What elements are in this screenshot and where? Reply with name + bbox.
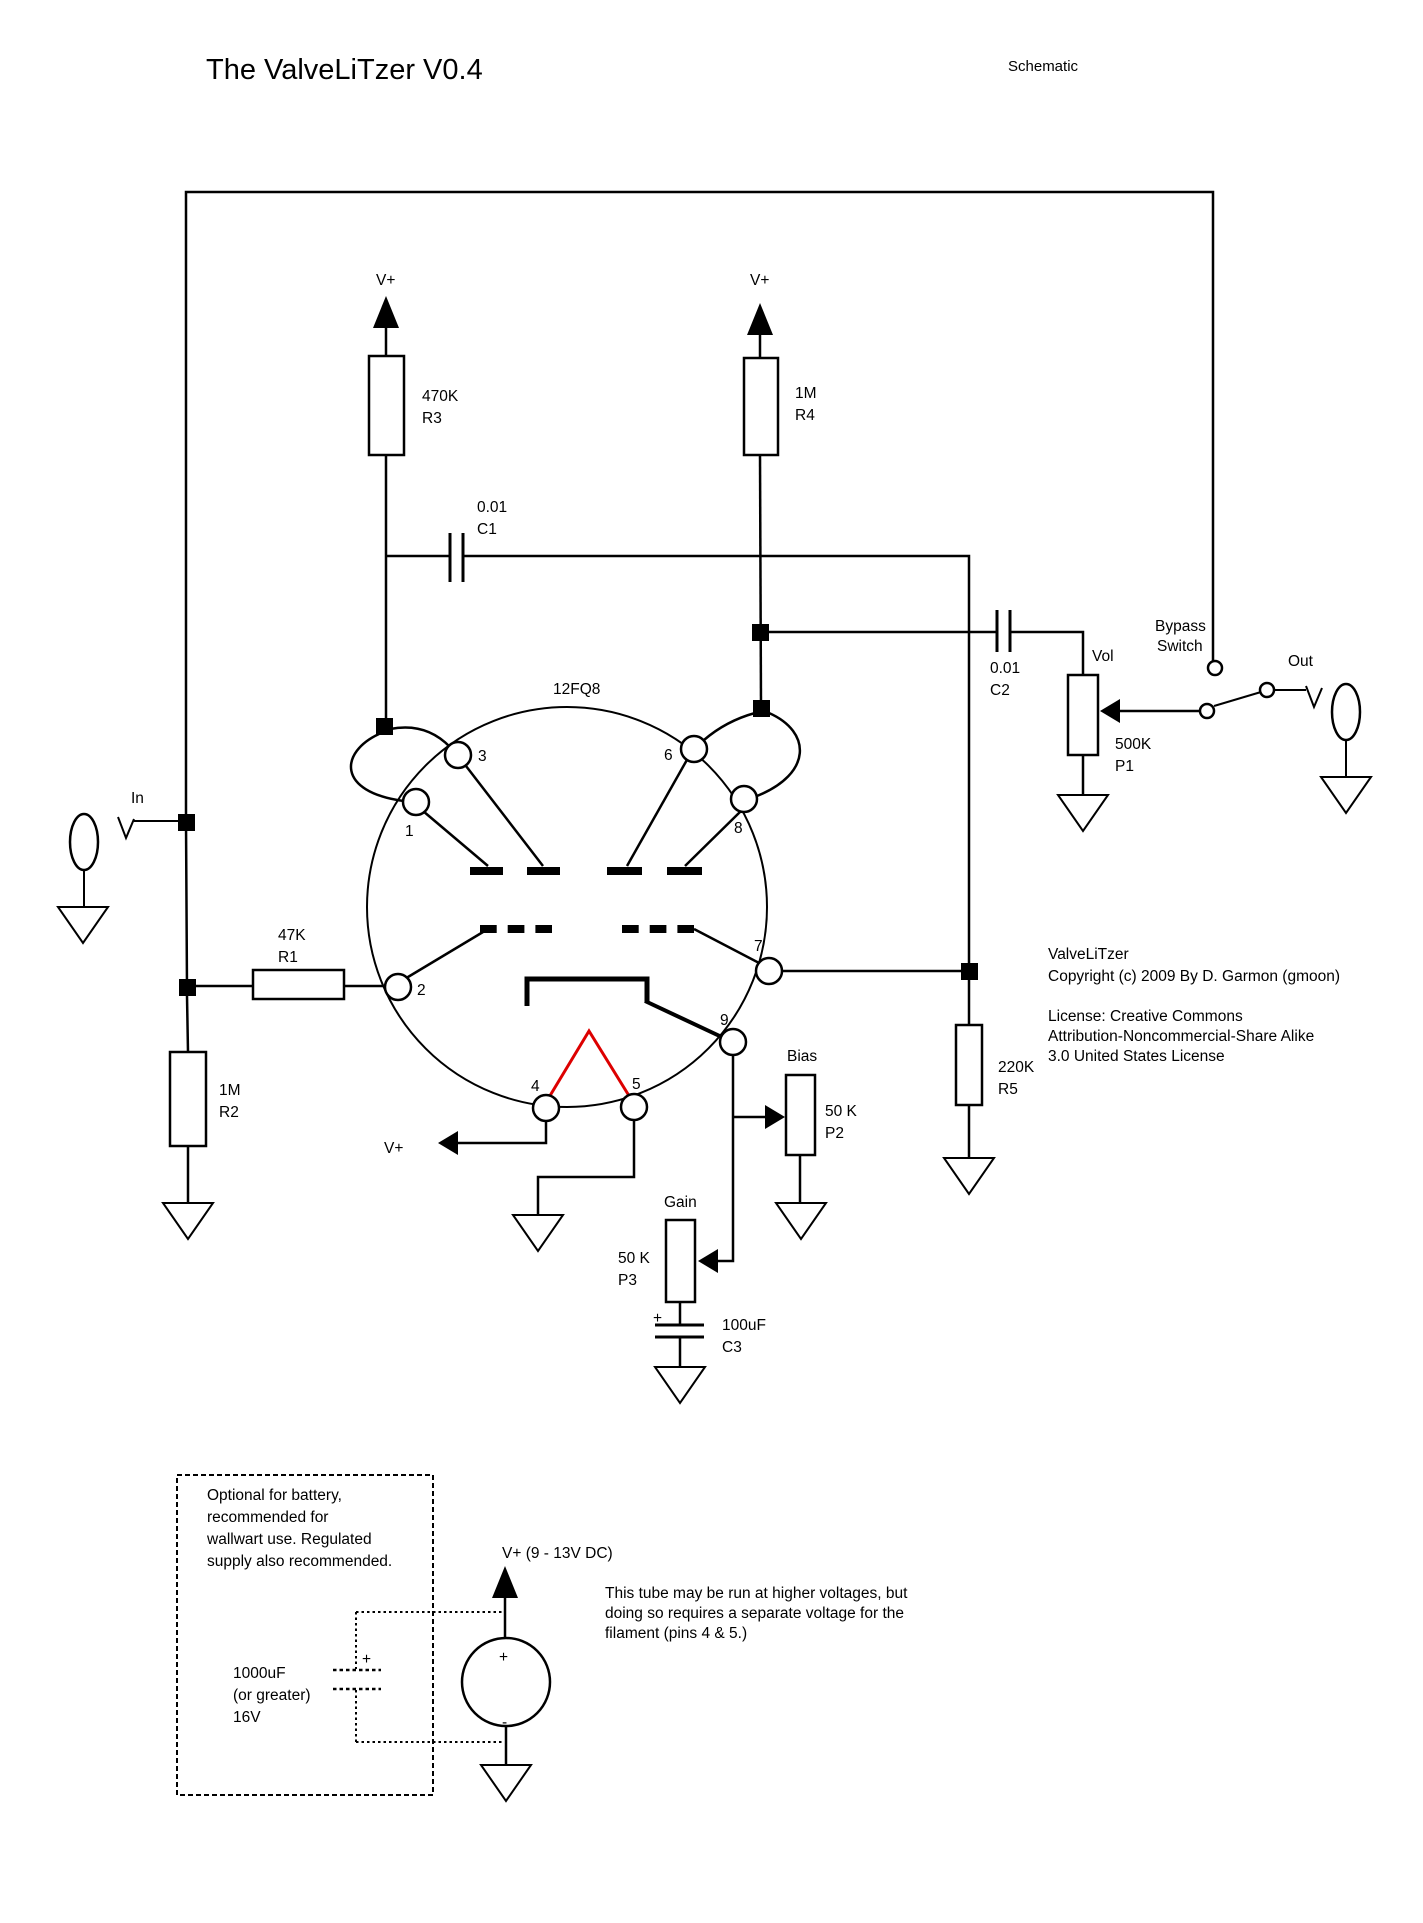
pot-p3	[666, 1220, 695, 1302]
resistor-r3-branch	[369, 272, 459, 726]
ground-symbol	[481, 1765, 531, 1801]
bypass-label-2: Switch	[1157, 638, 1203, 655]
r4-value: 1M	[795, 385, 817, 402]
tube-pin-3	[445, 742, 471, 768]
wire	[187, 996, 188, 1052]
wiper-arrow-icon	[1100, 699, 1120, 723]
cathode-network	[698, 1055, 785, 1273]
pin-label-6: 6	[664, 747, 673, 764]
resistor-r5-branch	[782, 963, 1035, 1194]
output-jack-icon	[1332, 684, 1360, 740]
page-title: The ValveLiTzer V0.4	[206, 54, 483, 86]
c2-value: 0.01	[990, 660, 1021, 677]
resistor-r3	[369, 356, 404, 455]
r1-value: 47K	[278, 927, 306, 944]
switch-lever	[1214, 692, 1261, 706]
r1-ref: R1	[278, 949, 298, 966]
note-line: This tube may be run at higher voltages, but	[605, 1585, 908, 1602]
plate-arc	[390, 727, 450, 747]
wire	[760, 455, 761, 708]
tube-envelope	[367, 707, 767, 1107]
switch-contact	[1260, 683, 1274, 697]
copyright-line: ValveLiTzer	[1048, 946, 1129, 963]
copyright-line: Attribution-Noncommercial-Share Alike	[1048, 1028, 1315, 1045]
p3-function-label: Gain	[664, 1194, 697, 1211]
pin-label-2: 2	[417, 982, 426, 999]
dc-source-minus: -	[502, 1714, 508, 1731]
p2-ref: P2	[825, 1125, 844, 1142]
pot-p1-volume	[1058, 648, 1200, 831]
c3-polarity: +	[653, 1310, 663, 1327]
tube-pin-5	[621, 1094, 647, 1120]
note-line: filament (pins 4 & 5.)	[605, 1625, 748, 1642]
heater-supply-branch	[384, 1121, 546, 1157]
junction-dot	[179, 979, 196, 996]
tube-pin-8	[731, 786, 757, 812]
vplus-label: V+	[750, 272, 770, 289]
battery-note-line: wallwart use. Regulated	[207, 1531, 372, 1548]
resistor-r1	[253, 970, 344, 999]
input-section	[58, 790, 195, 943]
heater-ground-branch	[513, 1120, 634, 1251]
dc-source-plus: +	[499, 1649, 509, 1666]
input-label: In	[131, 790, 144, 807]
input-jack-icon	[70, 814, 98, 870]
pin-label-3: 3	[478, 748, 487, 765]
resistor-r4-branch	[744, 272, 817, 708]
plate-arc	[704, 713, 755, 740]
input-tip-connector-icon	[118, 817, 134, 838]
capacitor-c2	[997, 610, 1010, 652]
copyright-line: License: Creative Commons	[1048, 1008, 1243, 1025]
battery-note-line: recommended for	[207, 1509, 329, 1526]
battery-note-line: Optional for battery,	[207, 1487, 342, 1504]
capacitor-c1-branch	[386, 499, 969, 972]
tube-voltage-note	[605, 1585, 908, 1642]
pot-p1	[1068, 675, 1098, 755]
p2-function-label: Bias	[787, 1048, 818, 1065]
output-tip-connector-icon	[1306, 686, 1322, 707]
r5-value: 220K	[998, 1059, 1035, 1076]
r2-ref: R2	[219, 1104, 239, 1121]
heater-filament	[548, 1031, 631, 1099]
wire	[1010, 632, 1083, 675]
c1-ref: C1	[477, 521, 497, 538]
copyright-block	[1048, 946, 1340, 1065]
plate-arc	[351, 734, 404, 801]
tube-pin-1	[403, 789, 429, 815]
battery-note-line: supply also recommended.	[207, 1553, 393, 1570]
battery-cap-value: 1000uF	[233, 1665, 286, 1682]
supply-label: V+ (9 - 13V DC)	[502, 1545, 613, 1562]
battery-cap-polarity: +	[362, 1651, 372, 1668]
cathode-lead	[645, 1001, 726, 1039]
tube-pin-7	[756, 958, 782, 984]
note-line: doing so requires a separate voltage for the	[605, 1605, 904, 1622]
c3-ref: C3	[722, 1339, 742, 1356]
ground-symbol	[655, 1367, 705, 1403]
vplus-arrow-icon	[438, 1131, 458, 1155]
tube-pin-6	[681, 736, 707, 762]
pot-p2	[786, 1075, 815, 1155]
cathode-electrode	[527, 979, 647, 1006]
battery-cap-voltage: 16V	[233, 1709, 261, 1726]
r5-ref: R5	[998, 1081, 1018, 1098]
pin-label-1: 1	[405, 823, 414, 840]
resistor-r1-branch	[179, 927, 385, 999]
copyright-line: 3.0 United States License	[1048, 1048, 1225, 1065]
capacitor-c1	[450, 533, 463, 582]
plate-lead	[466, 766, 543, 866]
ground-symbol	[1321, 777, 1371, 813]
ground-symbol	[1058, 795, 1108, 831]
switch-contact	[1208, 661, 1222, 675]
c3-value: 100uF	[722, 1317, 766, 1334]
p1-ref: P1	[1115, 758, 1134, 775]
r3-ref: R3	[422, 410, 442, 427]
ground-symbol	[513, 1215, 563, 1251]
page-subtitle: Schematic	[1008, 58, 1079, 75]
grid-lead	[403, 932, 483, 980]
p3-ref: P3	[618, 1272, 637, 1289]
wire	[456, 1121, 546, 1143]
tube-pin-4	[533, 1095, 559, 1121]
pin-label-4: 4	[531, 1078, 540, 1095]
wire	[463, 556, 969, 972]
tube-pin-9	[720, 1029, 746, 1055]
junction-dot	[376, 718, 393, 735]
plate-lead	[627, 758, 688, 866]
resistor-r5	[956, 1025, 982, 1105]
bypass-label-1: Bypass	[1155, 618, 1206, 635]
plate-lead	[685, 810, 742, 866]
resistor-r2-branch	[163, 996, 241, 1239]
output-label: Out	[1288, 653, 1313, 670]
pin-label-8: 8	[734, 820, 743, 837]
resistor-r2	[170, 1052, 206, 1146]
wiper-arrow-icon	[698, 1249, 718, 1273]
pot-p3-gain	[618, 1194, 766, 1403]
bypass-switch-section	[1155, 618, 1371, 813]
ground-symbol	[58, 907, 108, 943]
power-source-section	[462, 1545, 613, 1801]
r4-ref: R4	[795, 407, 815, 424]
battery-cap-note: (or greater)	[233, 1687, 311, 1704]
wiper-arrow-icon	[765, 1105, 785, 1129]
pin-label-7: 7	[754, 938, 763, 955]
p3-value: 50 K	[618, 1250, 650, 1267]
tube-pin-2	[385, 974, 411, 1000]
pin-label-9: 9	[720, 1012, 729, 1029]
capacitor-c2-branch	[761, 610, 1083, 699]
vplus-arrow-icon	[492, 1566, 518, 1598]
vplus-label: V+	[384, 1140, 404, 1157]
plate-lead	[423, 811, 488, 866]
wire	[716, 1055, 733, 1261]
p1-function-label: Vol	[1092, 648, 1114, 665]
vplus-arrow-icon	[373, 296, 399, 328]
pin-label-5: 5	[632, 1076, 641, 1093]
r2-value: 1M	[219, 1082, 241, 1099]
junction-dot	[178, 814, 195, 831]
vplus-label: V+	[376, 272, 396, 289]
junction-dot	[753, 700, 770, 717]
battery-option-section	[177, 1475, 508, 1795]
copyright-line: Copyright (c) 2009 By D. Garmon (gmoon)	[1048, 968, 1341, 985]
vplus-arrow-icon	[747, 303, 773, 335]
grid-lead	[694, 929, 763, 965]
capacitor-c3	[655, 1325, 704, 1337]
p1-value: 500K	[1115, 736, 1152, 753]
c2-ref: C2	[990, 682, 1010, 699]
r3-value: 470K	[422, 388, 459, 405]
tube-label: 12FQ8	[553, 681, 601, 698]
pot-p2-bias	[776, 1048, 858, 1239]
ground-symbol	[944, 1158, 994, 1194]
wire	[538, 1120, 634, 1215]
plate-arc	[757, 713, 800, 796]
p2-value: 50 K	[825, 1103, 857, 1120]
resistor-r4	[744, 358, 778, 455]
ground-symbol	[776, 1203, 826, 1239]
c1-value: 0.01	[477, 499, 508, 516]
ground-symbol	[163, 1203, 213, 1239]
junction-dot	[961, 963, 978, 980]
switch-contact	[1200, 704, 1214, 718]
